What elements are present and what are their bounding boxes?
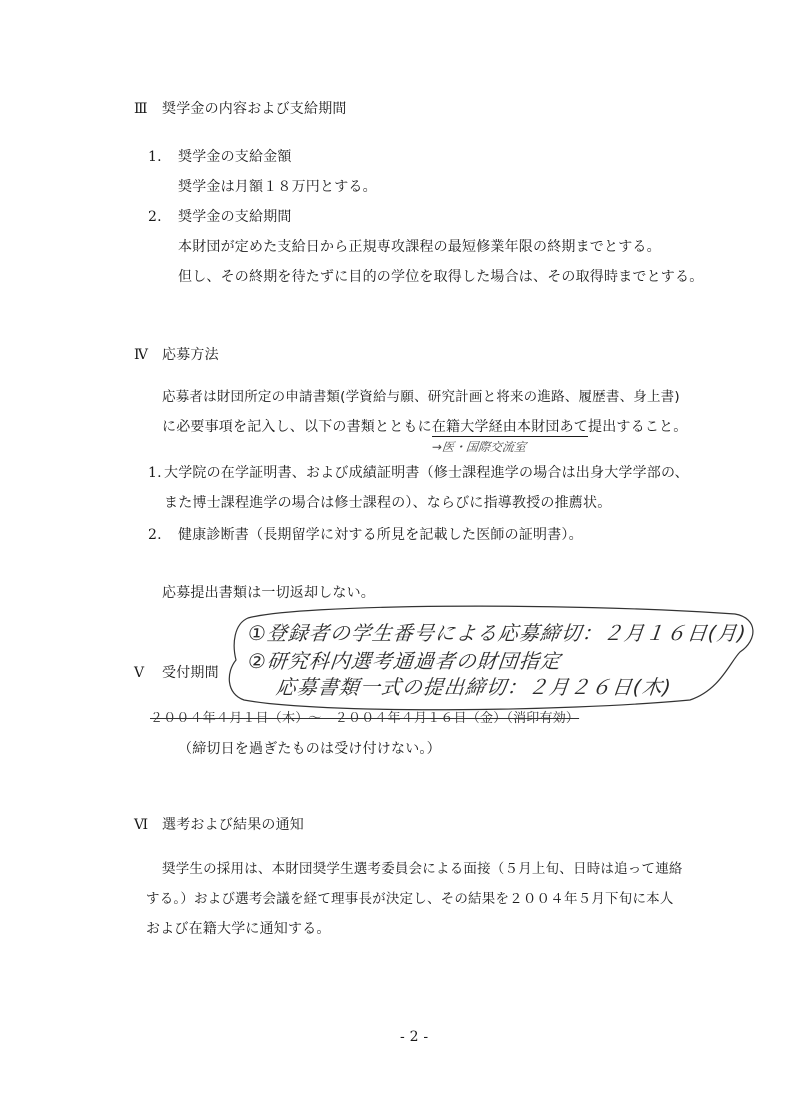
s3-item-1-label: 奨学金の支給金額 [178,149,292,165]
s4-underlined-route: 在籍大学経由本財団あて [431,419,589,435]
s3-item-1-body: 奨学金は月額１８万円とする。 [178,179,377,195]
section-3-numeral: Ⅲ [134,101,148,117]
section-4-numeral: Ⅳ [134,347,149,363]
s3-item-2-label: 奨学金の支給期間 [178,209,292,225]
handwritten-deadline-1: ①登録者の学生番号による応募締切：２月１６日(月) [246,621,748,645]
s6-line1: 奨学生の採用は、本財団奨学生選考委員会による面接（５月上旬、日時は追って連絡 [162,861,683,877]
section-5-title: 受付期間 [162,665,219,681]
section-5-numeral: Ⅴ [134,665,145,681]
section-6-title: 選考および結果の通知 [162,817,304,833]
s5-deadline-note: （締切日を過ぎたものは受け付けない。） [178,741,441,757]
page-number: - 2 - [400,1029,429,1045]
s4-no-return: 応募提出書類は一切返却しない。 [162,585,375,601]
s5-struck-period: ２００４年４月１日（木）～ ２００４年４月１６日（金）（消印有効） [150,711,580,726]
section-4-title: 応募方法 [162,347,219,363]
s3-item-2-body-line2: 但し、その終期を待たずに目的の学位を取得した場合は、その取得時までとする。 [178,269,704,285]
s6-line2: する。）および選考会議を経て理事長が決定し、その結果を２００４年５月下旬に本人 [146,891,674,907]
s4-item-1-line2: また博士課程進学の場合は修士課程の）、ならびに指導教授の推薦状。 [164,495,612,511]
s4-item-2-num: 2. [148,527,162,543]
section-6-numeral: Ⅵ [134,817,149,833]
s4-para1-line2 [162,418,687,436]
s3-item-2-num: 2. [148,209,162,225]
handwritten-office-note: →医・国際交流室 [431,440,527,454]
s3-item-1-num: 1. [148,149,162,165]
s4-item-2-line1: 健康診断書（長期留学に対する所見を記載した医師の証明書）。 [178,527,583,543]
s4-para1-line2-a: に必要事項を記入し、以下の書類とともに [162,419,432,435]
handwritten-deadline-2-line1: ②研究科内選考通過者の財団指定 [246,649,563,673]
s4-para1-line2-b: 提出すること。 [588,419,688,435]
s6-line3: および在籍大学に通知する。 [146,921,331,937]
s4-item-1-num: 1. [148,465,162,481]
section-3-title: 奨学金の内容および支給期間 [162,101,347,117]
s4-para1-line1: 応募者は財団所定の申請書類(学資給与願、研究計画と将来の進路、履歴書、身上書) [162,389,680,405]
handwritten-deadline-2-line2: 応募書類一式の提出締切：２月２６日(木) [274,675,673,699]
s4-item-1-line1: 大学院の在学証明書、および成績証明書（修士課程進学の場合は出身大学学部の、 [164,465,689,481]
s3-item-2-body-line1: 本財団が定めた支給日から正規専攻課程の最短修業年限の終期までとする。 [178,239,661,255]
